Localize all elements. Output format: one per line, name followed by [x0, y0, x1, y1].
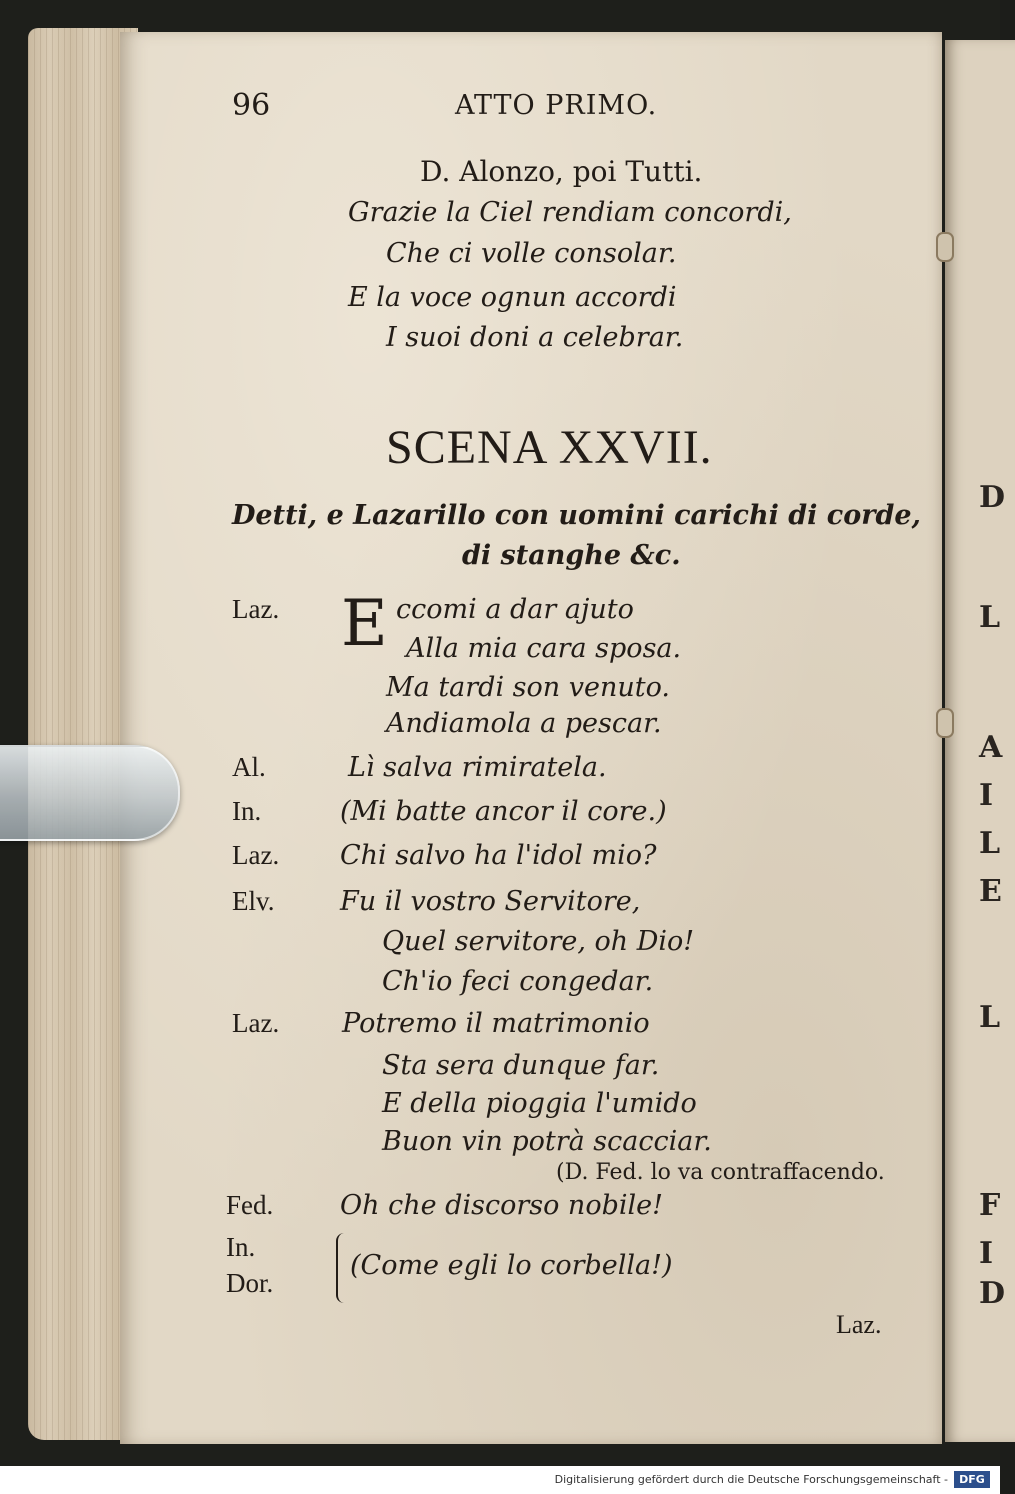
dialogue-line: Ma tardi son venuto.	[386, 672, 670, 703]
verse-line: I suoi doni a celebrar.	[386, 322, 684, 353]
drop-cap: E	[341, 587, 388, 661]
speaker-label: Laz.	[232, 840, 280, 870]
stage-direction: (D. Fed. lo va contraffacendo.	[556, 1160, 885, 1185]
dialogue-line: Andiamola a pescar.	[386, 708, 662, 739]
speaker-label: In.	[232, 796, 262, 826]
dialogue-line: Sta sera dunque far.	[382, 1050, 660, 1081]
scene-title: SCENA XXVII.	[386, 421, 713, 474]
dialogue-line: Ch'io feci congedar.	[382, 966, 654, 997]
dialogue-line: Quel servitore, oh Dio!	[382, 926, 695, 957]
stage-description-line: di stanghe &c.	[462, 540, 681, 571]
dialogue-line: Alla mia cara sposa.	[406, 633, 682, 664]
dialogue-line: Lì salva rimiratela.	[348, 752, 607, 783]
binding-thread	[936, 232, 954, 262]
dialogue-line: (Come egli lo corbella!)	[350, 1250, 673, 1281]
dialogue-line: (Mi batte ancor il core.)	[340, 796, 667, 827]
verse-line: Che ci volle consolar.	[386, 238, 677, 269]
verse-line: E la voce ognun accordi	[348, 282, 677, 313]
dfg-logo: DFG	[954, 1471, 990, 1488]
speaker-label: Laz.	[232, 1008, 280, 1038]
dialogue-line: Fu il vostro Servitore,	[340, 886, 641, 917]
facing-page-letter: L	[979, 826, 1001, 861]
catchword: Laz.	[836, 1310, 882, 1339]
bookmark-clip	[0, 745, 180, 841]
speaker-label: Al.	[232, 752, 266, 782]
speaker-label: In.	[226, 1232, 256, 1262]
footer-credit: Digitalisierung gefördert durch die Deutsche Forschungsgemeinschaft -	[554, 1473, 948, 1486]
facing-page-letter: I	[979, 778, 994, 813]
verse-line: Grazie la Ciel rendiam concordi,	[348, 197, 792, 228]
dialogue-line: Oh che discorso nobile!	[340, 1190, 663, 1221]
speaker-heading: D. Alonzo, poi Tutti.	[420, 155, 703, 188]
stage-description-line: Detti, e Lazarillo con uomini carichi di corde,	[232, 500, 921, 531]
facing-page-letter: L	[979, 1000, 1001, 1035]
facing-page-letter: I	[979, 1236, 994, 1271]
facing-page-letter: D	[979, 480, 1006, 515]
speaker-label: Elv.	[232, 886, 275, 916]
facing-page-edge	[945, 40, 1015, 1442]
binding-thread	[936, 708, 954, 738]
dialogue-line: Buon vin potrà scacciar.	[382, 1126, 712, 1157]
speaker-label: Laz.	[232, 594, 280, 624]
facing-page-letter: L	[979, 600, 1001, 635]
dialogue-line: Chi salvo ha l'idol mio?	[340, 840, 657, 871]
speaker-label: Dor.	[226, 1268, 274, 1298]
facing-page-letter: D	[979, 1276, 1006, 1311]
speaker-label: Fed.	[226, 1190, 274, 1220]
dialogue-line: E della pioggia l'umido	[382, 1088, 697, 1119]
dialogue-line: Potremo il matrimonio	[342, 1008, 650, 1039]
facing-page-letter: F	[979, 1188, 1001, 1223]
facing-page-letter: E	[979, 874, 1002, 909]
running-head: ATTO PRIMO.	[455, 90, 658, 121]
dialogue-line: ccomi a dar ajuto	[396, 594, 634, 625]
facing-page-letter: A	[979, 730, 1003, 765]
footer-bar	[0, 1466, 1000, 1494]
page-number: 96	[232, 88, 271, 123]
